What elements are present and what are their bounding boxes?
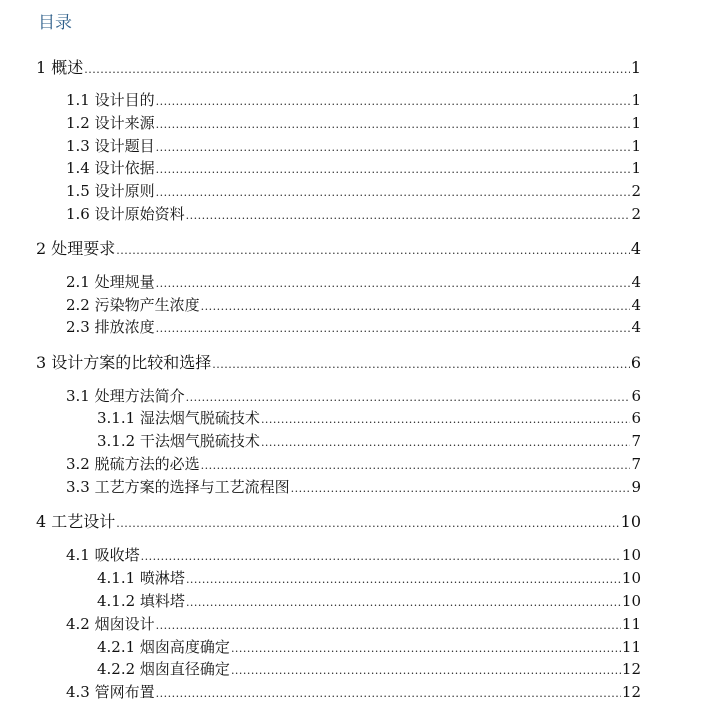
toc-entry-label: 1 概述 — [36, 58, 84, 77]
toc-leader-dots — [156, 96, 631, 107]
toc-page-number: 2 — [631, 182, 641, 200]
toc-page-number: 7 — [631, 455, 641, 473]
toc-entry-label: 1.3 设计题目 — [66, 137, 155, 155]
toc-entry-label: 1.1 设计目的 — [66, 91, 155, 109]
toc-leader-dots — [116, 518, 619, 529]
toc-leader-dots — [156, 142, 631, 153]
toc-entry[interactable] — [66, 548, 641, 563]
toc-entry[interactable] — [66, 275, 641, 290]
toc-leader-dots — [231, 643, 621, 654]
toc-entry[interactable] — [66, 139, 641, 154]
toc-page-number: 1 — [631, 91, 641, 109]
toc-page-number: 7 — [631, 432, 641, 450]
toc-page-number: 9 — [631, 478, 641, 496]
toc-entry-label: 4 工艺设计 — [36, 512, 116, 531]
toc-entry-label: 4.1 吸收塔 — [66, 546, 140, 564]
toc-entry-label: 4.3 管网布置 — [66, 683, 155, 701]
toc-leader-dots — [201, 460, 631, 471]
toc-leader-dots — [141, 551, 621, 562]
toc-page-number: 4 — [631, 296, 641, 314]
toc-entry-label: 4.2.1 烟囱高度确定 — [97, 638, 230, 656]
toc-entry[interactable] — [66, 685, 641, 700]
toc-entry-label: 3.2 脱硫方法的必选 — [66, 455, 200, 473]
toc-entry[interactable] — [66, 161, 641, 176]
toc-leader-dots — [201, 301, 631, 312]
toc-entry[interactable] — [97, 411, 641, 426]
toc-entry[interactable] — [66, 320, 641, 335]
toc-entry-label: 4.2 烟囱设计 — [66, 615, 155, 633]
toc-entry[interactable] — [36, 355, 641, 371]
toc-page-number: 12 — [621, 660, 641, 678]
toc-page-number: 10 — [621, 546, 641, 564]
toc-entry[interactable] — [66, 116, 641, 131]
toc-entry-label: 4.2.2 烟囱直径确定 — [97, 660, 230, 678]
toc-entry-label: 4.1.2 填料塔 — [97, 592, 185, 610]
toc-leader-dots — [186, 597, 621, 608]
toc-page-number: 1 — [631, 114, 641, 132]
toc-page-number: 10 — [621, 569, 641, 587]
toc-entry[interactable] — [97, 571, 641, 586]
toc-page-number: 10 — [620, 512, 641, 531]
toc-page-number: 1 — [631, 137, 641, 155]
toc-leader-dots — [261, 437, 631, 448]
toc-page-number: 11 — [621, 638, 641, 656]
toc-entry-label: 2.1 处理规量 — [66, 273, 155, 291]
toc-leader-dots — [156, 278, 631, 289]
toc-entry[interactable] — [36, 241, 641, 257]
toc-leader-dots — [156, 620, 621, 631]
toc-leader-dots — [212, 359, 630, 370]
toc-page-number: 4 — [631, 273, 641, 291]
toc-entry-label: 3 设计方案的比较和选择 — [36, 353, 212, 372]
toc-entry[interactable] — [66, 389, 641, 404]
toc-entry-label: 1.4 设计依据 — [66, 159, 155, 177]
toc-leader-dots — [186, 210, 631, 221]
toc-leader-dots — [156, 119, 631, 130]
toc-entry[interactable] — [66, 184, 641, 199]
toc-entry[interactable] — [66, 93, 641, 108]
toc-page-number: 11 — [621, 615, 641, 633]
toc-entry-label: 3.1.1 湿法烟气脱硫技术 — [97, 409, 260, 427]
toc-entry[interactable] — [66, 617, 641, 632]
toc-entry-label: 2.2 污染物产生浓度 — [66, 296, 200, 314]
toc-page-number: 1 — [631, 159, 641, 177]
toc-leader-dots — [186, 392, 631, 403]
toc-page-number: 12 — [621, 683, 641, 701]
toc-entry-label: 1.5 设计原则 — [66, 182, 155, 200]
toc-entry[interactable] — [97, 594, 641, 609]
toc-leader-dots — [156, 688, 621, 699]
toc-entry[interactable] — [97, 640, 641, 655]
toc-page-number: 1 — [630, 58, 641, 77]
toc-page-number: 10 — [621, 592, 641, 610]
toc-entry-label: 1.2 设计来源 — [66, 114, 155, 132]
toc-page-number: 6 — [630, 353, 641, 372]
toc-entry[interactable] — [97, 434, 641, 449]
toc-entry[interactable] — [66, 298, 641, 313]
toc-entry[interactable] — [36, 60, 641, 76]
toc-leader-dots — [231, 665, 621, 676]
toc-entry-label: 2.3 排放浓度 — [66, 318, 155, 336]
toc-leader-dots — [186, 574, 621, 585]
toc-entry[interactable] — [97, 662, 641, 677]
toc-page-number: 6 — [631, 409, 641, 427]
toc-leader-dots — [261, 414, 631, 425]
toc-entry-label: 4.1.1 喷淋塔 — [97, 569, 185, 587]
toc-entry-label: 1.6 设计原始资料 — [66, 205, 185, 223]
toc-page-number: 4 — [631, 318, 641, 336]
toc-title: 目录 — [38, 13, 72, 33]
toc-entry-label: 3.3 工艺方案的选择与工艺流程图 — [66, 478, 290, 496]
toc-leader-dots — [156, 187, 631, 198]
toc-entry[interactable] — [66, 457, 641, 472]
toc-leader-dots — [291, 483, 631, 494]
toc-leader-dots — [116, 245, 630, 256]
toc-entry-label: 2 处理要求 — [36, 239, 116, 258]
toc-entry-label: 3.1.2 干法烟气脱硫技术 — [97, 432, 260, 450]
toc-entry[interactable] — [66, 480, 641, 495]
toc-page-number: 4 — [630, 239, 641, 258]
toc-page-number: 2 — [631, 205, 641, 223]
toc-leader-dots — [156, 164, 631, 175]
toc-leader-dots — [156, 323, 631, 334]
toc-entry-label: 3.1 处理方法简介 — [66, 387, 185, 405]
toc-entry[interactable] — [66, 207, 641, 222]
toc-page-number: 6 — [631, 387, 641, 405]
toc-entry[interactable] — [36, 514, 641, 530]
toc-leader-dots — [84, 64, 630, 75]
